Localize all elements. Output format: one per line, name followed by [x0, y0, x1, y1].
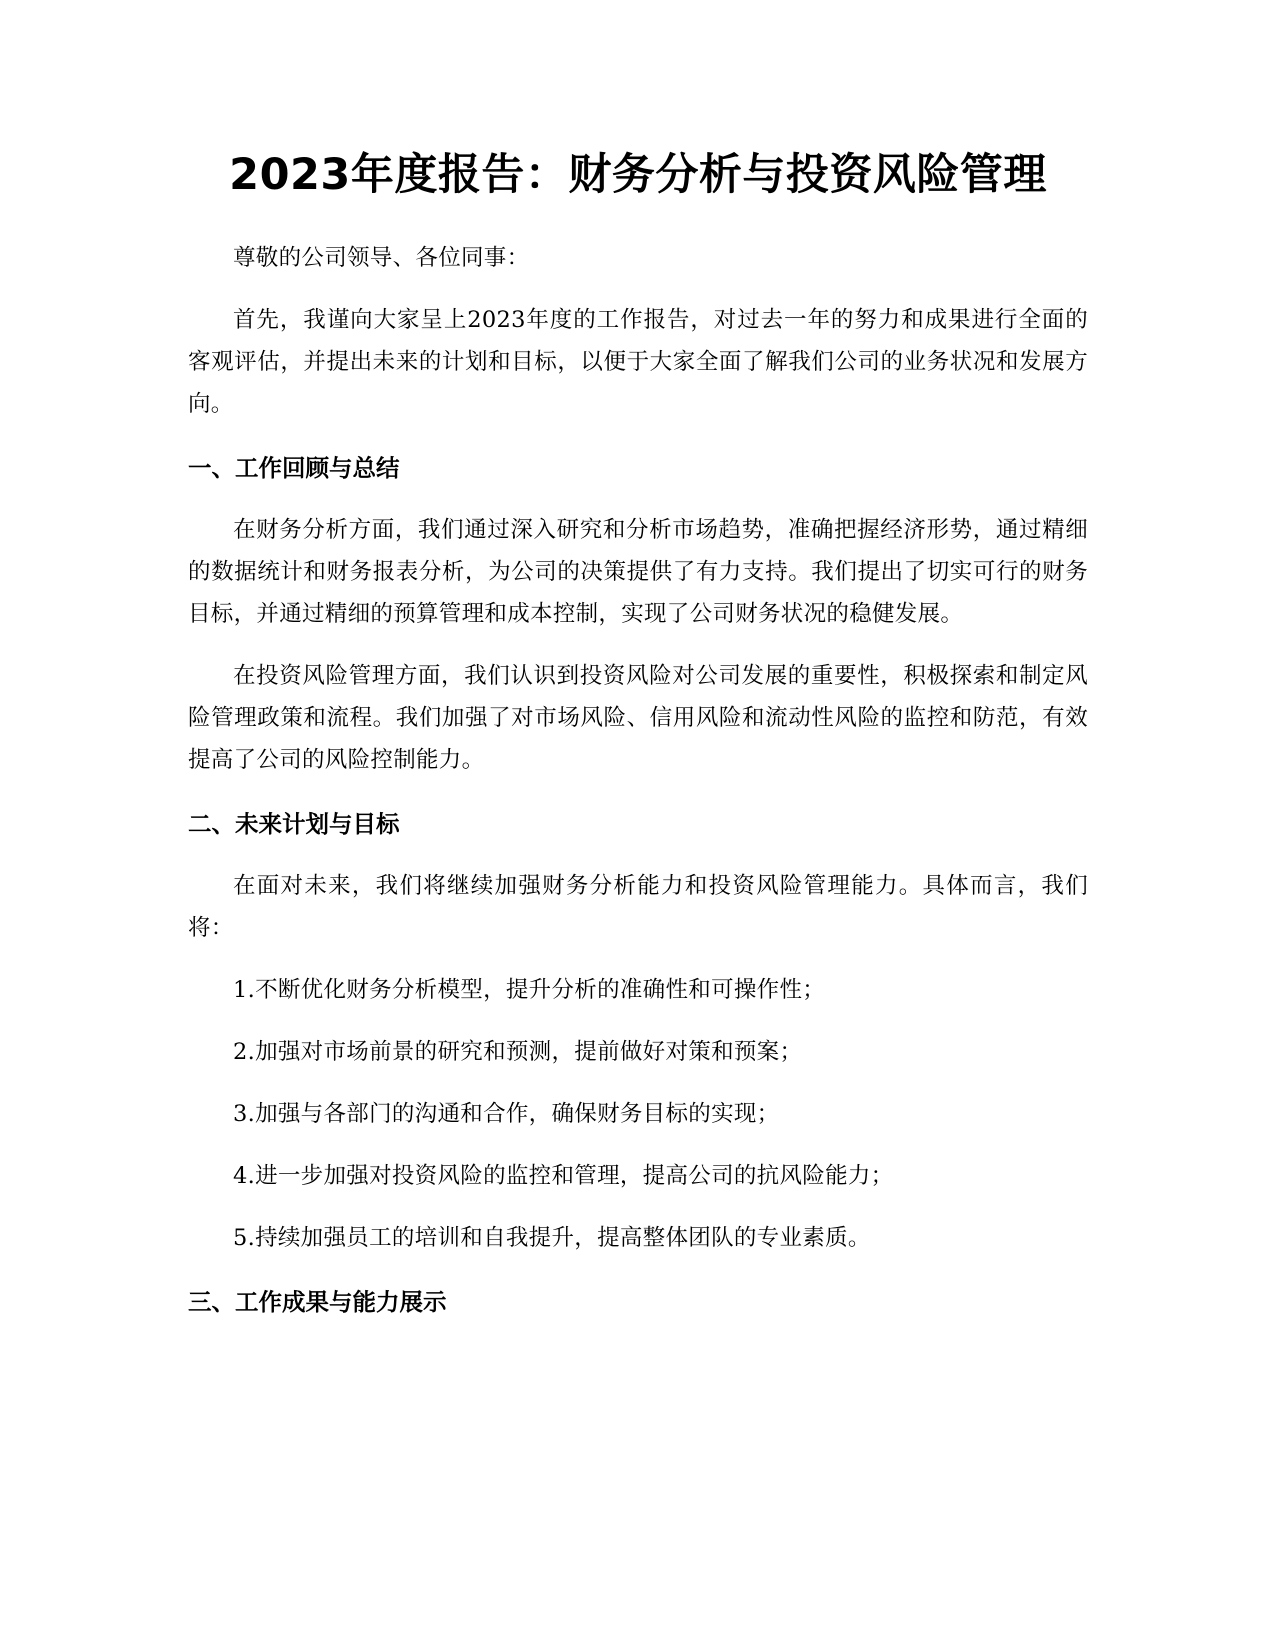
section-heading-review: 一、工作回顾与总结 — [188, 454, 400, 482]
section-heading-plans: 二、未来计划与目标 — [188, 810, 400, 838]
plan-item-2: 2.加强对市场前景的研究和预测，提前做好对策和预案； — [233, 1039, 803, 1065]
plan-item-3: 3.加强与各部门的沟通和合作，确保财务目标的实现； — [233, 1101, 780, 1127]
plans-intro-paragraph: 在面对未来，我们将继续加强财务分析能力和投资风险管理能力。具体而言，我们将： — [188, 873, 1088, 941]
section-heading-achievements: 三、工作成果与能力展示 — [188, 1288, 447, 1316]
plan-item-1: 1.不断优化财务分析模型，提升分析的准确性和可操作性； — [233, 977, 826, 1003]
plan-item-5: 5.持续加强员工的培训和自我提升，提高整体团队的专业素质。 — [233, 1225, 871, 1251]
plan-item-4: 4.进一步加强对投资风险的监控和管理，提高公司的抗风险能力； — [233, 1163, 894, 1189]
review-paragraph-risk: 在投资风险管理方面，我们认识到投资风险对公司发展的重要性，积极探索和制定风险管理政策和流程。我们加强了对市场风险、信用风险和流动性风险的监控和防范，有效提高了公司的风险控制能力。 — [188, 663, 1088, 773]
intro-paragraph: 首先，我谨向大家呈上2023年度的工作报告，对过去一年的努力和成果进行全面的客观评估，并提出未来的计划和目标，以便于大家全面了解我们公司的业务状况和发展方向。 — [188, 307, 1088, 417]
document-title: 2023年度报告：财务分析与投资风险管理 — [229, 150, 1047, 200]
document-body — [188, 145, 1088, 1323]
review-paragraph-finance: 在财务分析方面，我们通过深入研究和分析市场趋势，准确把握经济形势，通过精细的数据统计和财务报表分析，为公司的决策提供了有力支持。我们提出了切实可行的财务目标，并通过精细的预算管理和成本控制，实现了公司财务状况的稳健发展。 — [188, 517, 1088, 627]
greeting: 尊敬的公司领导、各位同事： — [233, 245, 530, 271]
